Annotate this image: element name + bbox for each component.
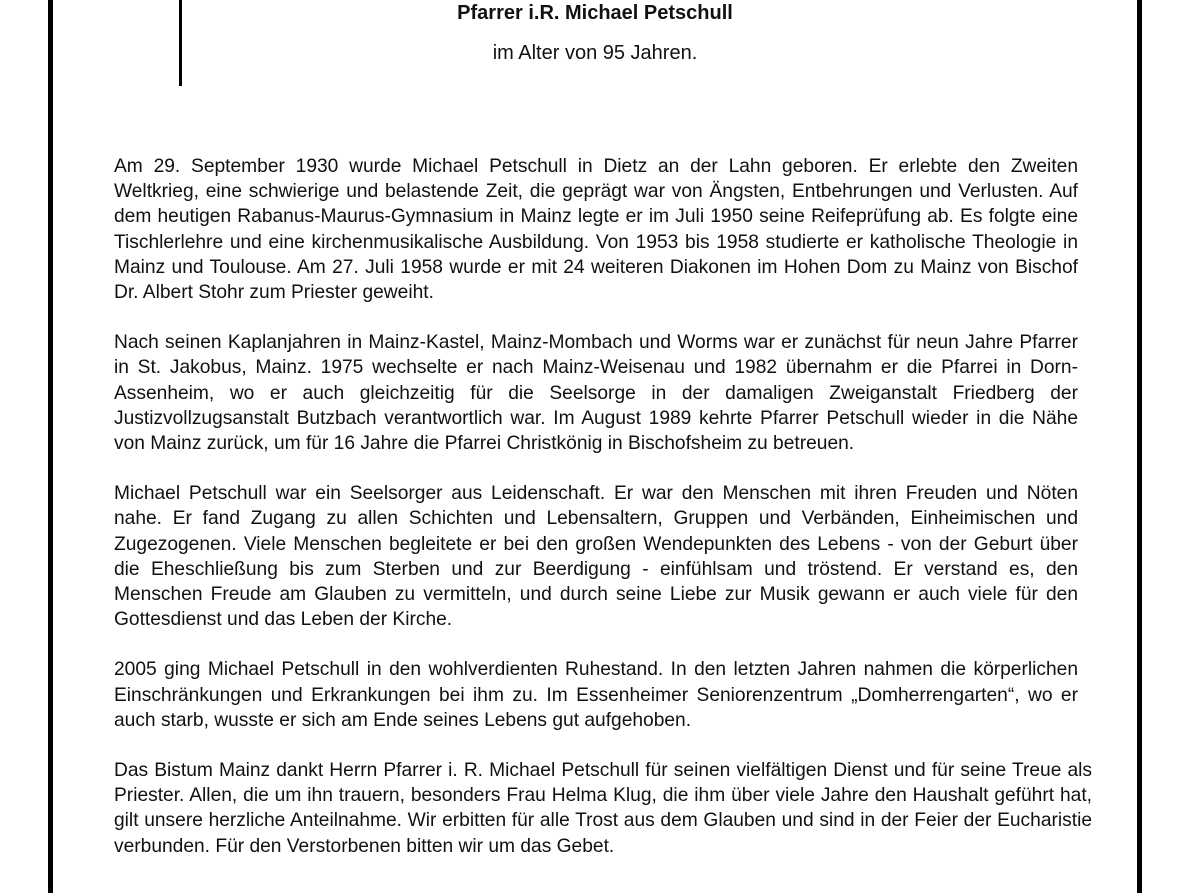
paragraph-career: Nach seinen Kaplanjahren in Mainz-Kastel, Mainz-Mombach und Worms war er zunächst für neun Jahre Pfarrer in St. Jakobus, Mainz. 1975 wechselte er nach Mainz-Weisenau und 1982 übernahm er die Pfarrei in Dorn-Assenheim, wo er auch gleichzeitig für die Seelsorge in der damaligen Zweiganstalt Friedberg der Justizvollzugsanstalt Butzbach verantwortlich war. Im August 1989 kehrte Pfarrer Petschull wieder in die Nähe von Mainz zurück, um für 16 Jahre die Pfarrei Christkönig in Bischofsheim zu betreuen. (114, 332, 1078, 455)
paragraph-condolences: Das Bistum Mainz dankt Herrn Pfarrer i. R. Michael Petschull für seinen vielfältigen Dienst und für seine Treue als Priester. Allen, die um ihn trauern, besonders Frau Helma Klug, die ihm über viele Jahre den Haushalt geführt hat, gilt unsere herzliche Anteilnahme. Wir erbitten für alle Trost aus dem Glauben und sind in der Feier der Eucharistie verbunden. Für den Verstorbenen bitten wir um das Gebet. (114, 760, 1092, 857)
deceased-name-heading: Pfarrer i.R. Michael Petschull (457, 2, 733, 24)
page-border-left (48, 0, 53, 893)
age-line: im Alter von 95 Jahren. (492, 42, 698, 64)
paragraph-retirement: 2005 ging Michael Petschull in den wohlverdienten Ruhestand. In den letzten Jahren nahmen die körperlichen Einschränkungen und Erkrankungen bei ihm zu. Im Essenheimer Seniorenzentrum „Domherrengarten“, wo er auch starb, wusste er sich am Ende seines Lebens gut aufgehoben. (114, 659, 1078, 731)
paragraph-biography: Am 29. September 1930 wurde Michael Petschull in Dietz an der Lahn geboren. Er erlebte den Zweiten Weltkrieg, eine schwierige und belastende Zeit, die geprägt war von Ängsten, Entbehrungen und Verlusten. Auf dem heutigen Rabanus-Maurus-Gymnasium in Mainz legte er im Juli 1950 seine Reifeprüfung ab. Es folgte eine Tischlerlehre und eine kirchenmusikalische Ausbildung. Von 1953 bis 1958 studierte er katholische Theologie in Mainz und Toulouse. Am 27. Juli 1958 wurde er mit 24 weiteren Diakonen im Hohen Dom zu Mainz von Bischof Dr. Albert Stohr zum Priester geweiht. (114, 156, 1078, 304)
obituary-body (114, 154, 1092, 884)
paragraph-pastoral-work: Michael Petschull war ein Seelsorger aus Leidenschaft. Er war den Menschen mit ihren Freuden und Nöten nahe. Er fand Zugang zu allen Schichten und Lebensaltern, Gruppen und Verbänden, Einheimischen und Zugezogenen. Viele Menschen begleitete er bei den großen Wendepunkten des Lebens - von der Geburt über die Eheschließung bis zum Sterben und zur Beerdigung - einfühlsam und tröstend. Er verstand es, den Menschen Freude am Glauben zu vermitteln, und durch seine Liebe zur Musik gewann er auch viele für den Gottesdienst und das Leben der Kirche. (114, 483, 1078, 631)
page-border-right (1137, 0, 1142, 893)
